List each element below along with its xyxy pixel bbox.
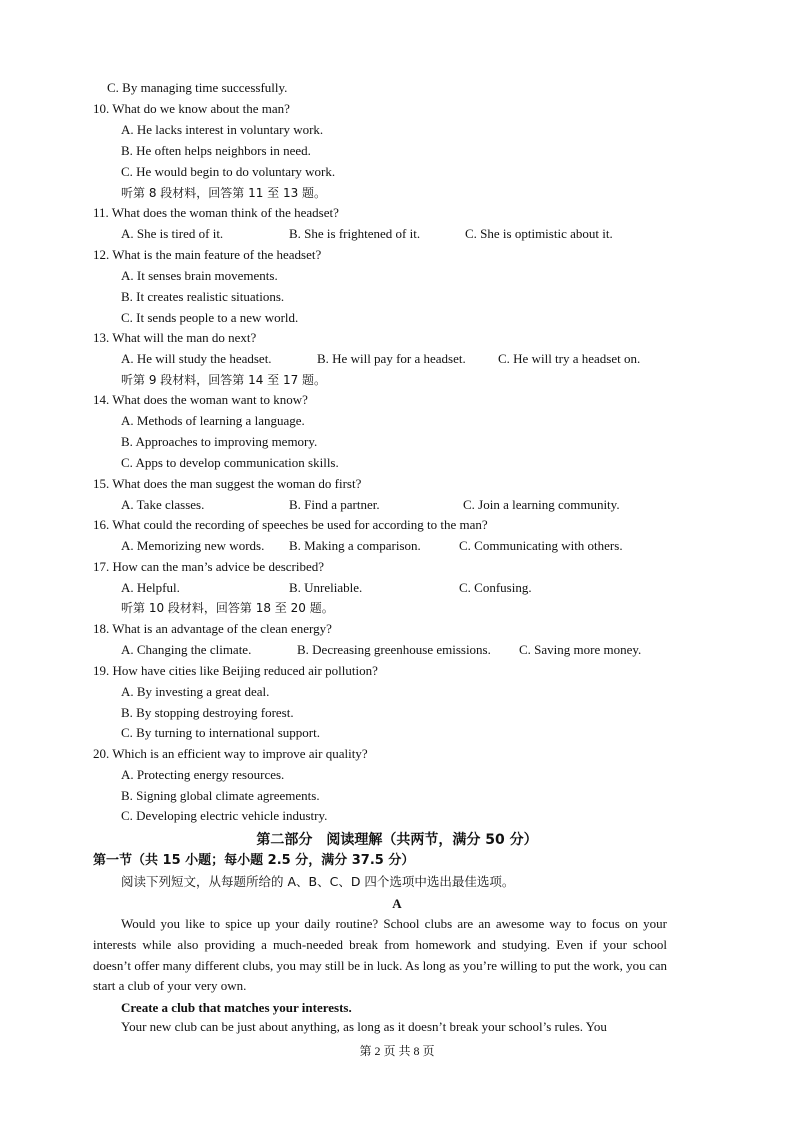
option-12c: C. It sends people to a new world. [121, 310, 299, 325]
question-15: 15. What does the man suggest the woman do first? [93, 476, 362, 491]
question-10: 10. What do we know about the man? [93, 101, 290, 116]
option-13a: A. He will study the headset. [121, 351, 272, 366]
question-19: 19. How have cities like Beijing reduced air pollution? [93, 663, 378, 678]
question-12: 12. What is the main feature of the headset? [93, 247, 322, 262]
reading-instruction: 阅读下列短文，从每题所给的 A、B、C、D 四个选项中选出最佳选项。 [121, 874, 515, 889]
page-footer: 第 2 页 共 8 页 [359, 1044, 435, 1058]
option-18a: A. Changing the climate. [121, 642, 252, 657]
option-12a: A. It senses brain movements. [121, 268, 278, 283]
option-13b: B. He will pay for a headset. [317, 351, 466, 366]
option-14a: A. Methods of learning a language. [121, 413, 305, 428]
option-16b: B. Making a comparison. [289, 538, 421, 553]
option-16c: C. Communicating with others. [459, 538, 623, 553]
passage-paragraph-2: Your new club can be just about anything, as long as it doesn’t break your school’s rules. You [121, 1019, 607, 1034]
option-20b: B. Signing global climate agreements. [121, 788, 320, 803]
option-10a: A. He lacks interest in voluntary work. [121, 122, 324, 137]
question-11: 11. What does the woman think of the headset? [93, 205, 339, 220]
option-17a: A. Helpful. [121, 580, 180, 595]
question-18: 18. What is an advantage of the clean energy? [93, 621, 332, 636]
option-16a: A. Memorizing new words. [121, 538, 265, 553]
option-17c: C. Confusing. [459, 580, 532, 595]
option-20c: C. Developing electric vehicle industry. [121, 808, 328, 823]
question-13: 13. What will the man do next? [93, 330, 257, 345]
part-two-heading: 第二部分 阅读理解（共两节，满分 50 分） [256, 832, 538, 848]
option-11b: B. She is frightened of it. [289, 226, 421, 241]
question-20: 20. Which is an efficient way to improve air quality? [93, 746, 368, 761]
passage-paragraph-1: Would you like to spice up your daily routine? School clubs are an awesome way to focus on your interests while also providing a much-needed break from homework and studying. Even if your school doesn’t offer many different clubs, you may still be in luck. As long as you’re willing to put the work, you can start a club of your very own. [93, 916, 667, 994]
option-10c: C. He would begin to do voluntary work. [121, 164, 336, 179]
option-19a: A. By investing a great deal. [121, 684, 270, 699]
option-9c: C. By managing time successfully. [107, 80, 288, 95]
option-19b: B. By stopping destroying forest. [121, 705, 294, 720]
section-one-heading: 第一节（共 15 小题；每小题 2.5 分，满分 37.5 分） [93, 853, 415, 868]
option-10b: B. He often helps neighbors in need. [121, 143, 311, 158]
option-19c: C. By turning to international support. [121, 725, 320, 740]
option-12b: B. It creates realistic situations. [121, 289, 285, 304]
option-18b: B. Decreasing greenhouse emissions. [297, 642, 491, 657]
option-11a: A. She is tired of it. [121, 226, 224, 241]
option-15b: B. Find a partner. [289, 497, 380, 512]
question-17: 17. How can the man’s advice be described? [93, 559, 325, 574]
option-15c: C. Join a learning community. [463, 497, 620, 512]
option-14b: B. Approaches to improving memory. [121, 434, 318, 449]
option-11c: C. She is optimistic about it. [465, 226, 613, 241]
passage-letter: A [392, 896, 402, 911]
option-20a: A. Protecting energy resources. [121, 767, 285, 782]
listening-instruction-10: 听第 10 段材料，回答第 18 至 20 题。 [121, 601, 334, 615]
option-14c: C. Apps to develop communication skills. [121, 455, 339, 470]
listening-instruction-8: 听第 8 段材料，回答第 11 至 13 题。 [121, 186, 327, 200]
question-16: 16. What could the recording of speeches be used for according to the man? [93, 517, 488, 532]
question-14: 14. What does the woman want to know? [93, 392, 308, 407]
option-17b: B. Unreliable. [289, 580, 363, 595]
passage-subheading: Create a club that matches your interests. [121, 1000, 352, 1015]
option-18c: C. Saving more money. [519, 642, 642, 657]
option-13c: C. He will try a headset on. [498, 351, 641, 366]
listening-instruction-9: 听第 9 段材料，回答第 14 至 17 题。 [121, 373, 327, 387]
option-15a: A. Take classes. [121, 497, 205, 512]
